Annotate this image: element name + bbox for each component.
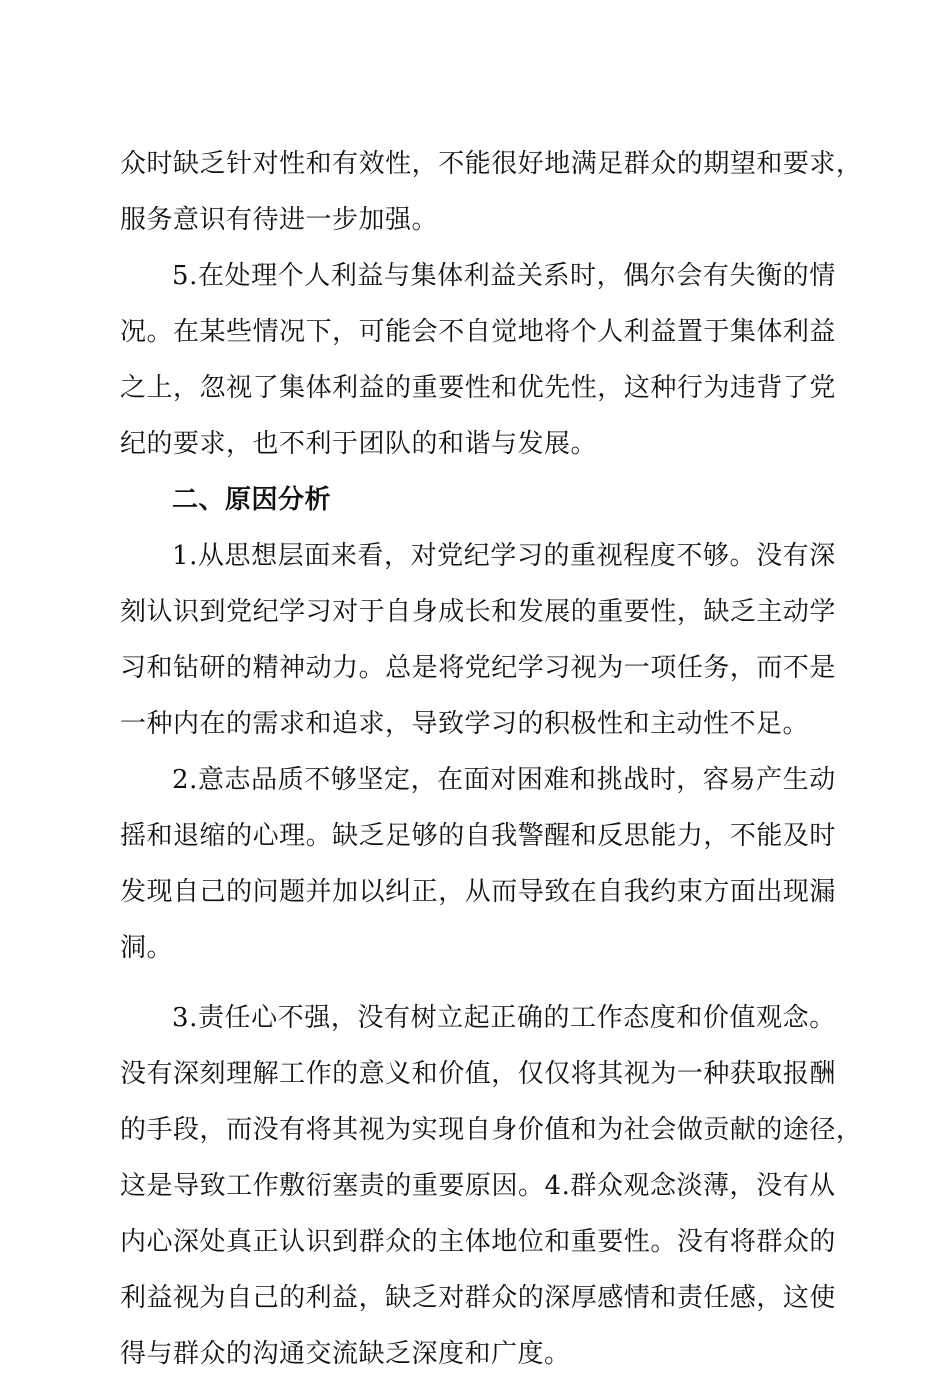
text-line: 刻 认 识 到 党 纪 学 习 对 于 自 身 成 长 和 发 展 的 重 要 性 ， 缺 乏 主 动 学	[120, 597, 836, 627]
text-line: 1 . 从 思 想 层 面 来 看 ， 对 党 纪 学 习 的 重 视 程 度 不 够 。 没 有 深	[172, 541, 836, 571]
text-line: 没 有 深 刻 理 解 工 作 的 意 义 和 价 值 ， 仅 仅 将 其 视 为 一 种 获 取 报 酬	[120, 1059, 836, 1089]
text-line: 这 是 导 致 工 作 敷 衍 塞 责 的 重 要 原 因 。 4 . 群 众 观 念 淡 薄 ， 没 有 从	[120, 1171, 836, 1201]
text-line: 得与群众的沟通交流缺乏深度和广度。	[120, 1339, 571, 1369]
paragraph-gap	[120, 976, 836, 990]
text-line: 摇 和 退 缩 的 心 理 。 缺 乏 足 够 的 自 我 警 醒 和 反 思 能 力 ， 不 能 及 时	[120, 821, 836, 851]
text-line: 之 上 ， 忽 视 了 集 体 利 益 的 重 要 性 和 优 先 性 ， 这 种 行 为 违 背 了 党	[120, 373, 836, 403]
text-line: 内 心 深 处 真 正 认 识 到 群 众 的 主 体 地 位 和 重 要 性 。 没 有 将 群 众 的	[120, 1227, 836, 1257]
document-body	[120, 136, 863, 1382]
text-line: 服务意识有待进一步加强。	[120, 205, 439, 235]
text-line: 3 . 责 任 心 不 强 ， 没 有 树 立 起 正 确 的 工 作 态 度 和 价 值 观 念 。	[172, 1003, 836, 1033]
text-line: 2 . 意 志 品 质 不 够 坚 定 ， 在 面 对 困 难 和 挑 战 时 ， 容 易 产 生 动	[172, 765, 836, 795]
text-line: 发 现 自 己 的 问 题 并 加 以 纠 正 ， 从 而 导 致 在 自 我 约 束 方 面 出 现 漏	[120, 877, 836, 907]
text-line: 习 和 钻 研 的 精 神 动 力 。 总 是 将 党 纪 学 习 视 为 一 项 任 务 ， 而 不 是	[120, 653, 836, 683]
text-line: 众 时 缺 乏 针 对 性 和 有 效 性 ， 不 能 很 好 地 满 足 群 众 的 期 望 和 要 求 ，	[120, 149, 863, 179]
text-line: 的 手 段 ， 而 没 有 将 其 视 为 实 现 自 身 价 值 和 为 社 会 做 贡 献 的 途 径 ，	[120, 1115, 863, 1145]
text-line: 一种内在的需求和追求，导致学习的积极性和主动性不足。	[120, 709, 810, 739]
text-line: 况 。 在 某 些 情 况 下 ， 可 能 会 不 自 觉 地 将 个 人 利 益 置 于 集 体 利 益	[120, 317, 836, 347]
section-heading: 二、原因分析	[172, 485, 332, 515]
text-line: 5 . 在 处 理 个 人 利 益 与 集 体 利 益 关 系 时 ， 偶 尔 会 有 失 衡 的 情	[172, 261, 836, 291]
text-line: 纪的要求，也不利于团队的和谐与发展。	[120, 429, 598, 459]
text-line: 洞。	[120, 933, 174, 963]
text-line: 利 益 视 为 自 己 的 利 益 ， 缺 乏 对 群 众 的 深 厚 感 情 和 责 任 感 ， 这 使	[120, 1283, 836, 1313]
